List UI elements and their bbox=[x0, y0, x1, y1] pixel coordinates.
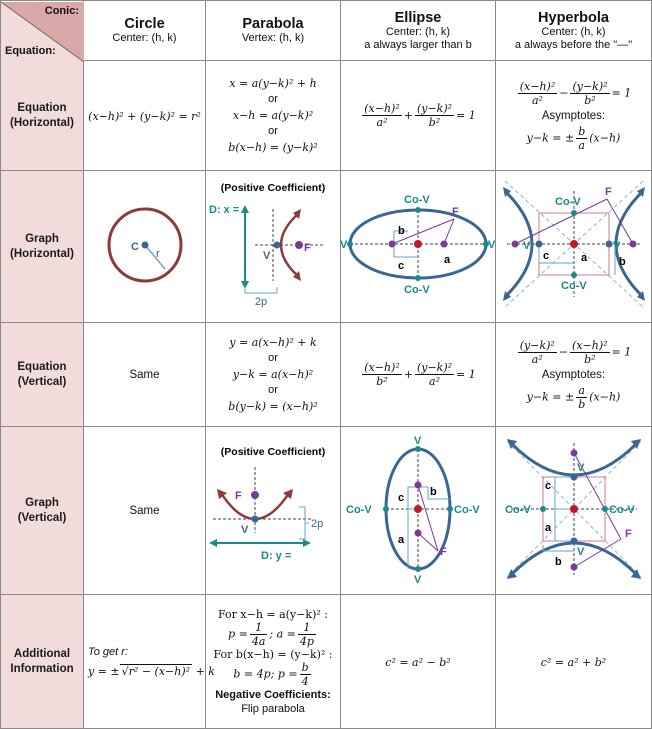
a-label: a bbox=[443, 254, 450, 266]
hyperbola-eq-horizontal: $\frac{\text{(x−h)²}}{\text{a²}}$ − $\frac{\text{(y−k)²}}{\text{b²}}$ = 1 Asymptotes: y−k = ± $\frac{b}{a}$ (x−h) bbox=[496, 61, 652, 171]
focus-label: F bbox=[303, 242, 311, 254]
parabola-graph-horizontal bbox=[206, 171, 341, 323]
circle-graph bbox=[85, 171, 205, 317]
c-label: c bbox=[542, 250, 549, 262]
parabola-graph-v bbox=[207, 427, 340, 589]
covertex-left-label: Co-V bbox=[345, 504, 372, 516]
c-label: c bbox=[397, 492, 404, 504]
vertex-bottom-label: V bbox=[576, 546, 584, 558]
a-label: a bbox=[544, 522, 551, 534]
b-label: b bbox=[618, 256, 626, 268]
corner-conic-label: Conic: bbox=[44, 4, 79, 17]
row-head-eq-vertical: Equation (Vertical) bbox=[1, 323, 84, 427]
directrix-label: D: y = bbox=[260, 550, 291, 562]
focus-label: F bbox=[234, 490, 242, 502]
a-label: a bbox=[580, 252, 587, 264]
vertex-point bbox=[251, 516, 258, 523]
vertex-left-label: V bbox=[522, 240, 530, 252]
covertex-bottom-label: Co-V bbox=[560, 280, 587, 292]
corner-equation-label: Equation: bbox=[5, 44, 56, 57]
col-head-hyperbola: Hyperbola Center: (h, k) a always before the "—" bbox=[496, 1, 652, 61]
parabola-eq-vertical: y = a(x−h)² + k or y−k = a(x−h)² or b(y−k) = (x−h)² bbox=[206, 323, 341, 427]
asymptotes-label: Asymptotes: bbox=[541, 368, 606, 381]
c-label: c bbox=[544, 480, 551, 492]
vertex-right-label: V bbox=[612, 240, 620, 252]
hyperbola-graph-h bbox=[497, 171, 651, 317]
circle-graph-horizontal bbox=[84, 171, 206, 323]
circle-additional-info: To get r: y = ± √r² − (x−h)² + k bbox=[84, 595, 206, 729]
b-label: b bbox=[429, 486, 437, 498]
covertex-right-label: Co-V bbox=[608, 504, 635, 516]
focus-label: F bbox=[451, 206, 459, 218]
hyperbola-eq-vertical: $\frac{\text{(y−k)²}}{\text{a²}}$ − $\frac{\text{(x−h)²}}{\text{b²}}$ = 1 Asymptotes: y−k = ± $\frac{a}{b}$ (x−h) bbox=[496, 323, 652, 427]
vertex-right-label: V bbox=[487, 239, 495, 251]
ellipse-eq-vertical: $\frac{\text{(x−h)²}}{\text{b²}}$ + $\frac{\text{(y−k)²}}{\text{a²}}$ = 1 bbox=[341, 323, 496, 427]
row-head-graph-horizontal: Graph (Horizontal) bbox=[1, 171, 84, 323]
vertex-point bbox=[273, 242, 280, 249]
focus-point bbox=[295, 241, 303, 249]
center-point bbox=[141, 242, 148, 249]
asymptotes-label: Asymptotes: bbox=[541, 109, 606, 122]
row-head-graph-vertical: Graph (Vertical) bbox=[1, 427, 84, 595]
covertex-left-label: Co-V bbox=[504, 504, 531, 516]
c-label: c bbox=[397, 260, 404, 272]
ellipse-graph-horizontal bbox=[341, 171, 496, 323]
col-head-circle: Circle Center: (h, k) bbox=[84, 1, 206, 61]
corner-cell bbox=[1, 1, 84, 61]
col-head-parabola: Parabola Vertex: (h, k) bbox=[206, 1, 341, 61]
hyperbola-graph-horizontal bbox=[496, 171, 652, 323]
parabola-eq-horizontal: x = a(y−k)² + h or x−h = a(y−k)² or b(x−h) = (y−k)² bbox=[206, 61, 341, 171]
focus-label: F bbox=[439, 546, 447, 558]
row-head-eq-horizontal: Equation (Horizontal) bbox=[1, 61, 84, 171]
covertex-top-label: Co-V bbox=[403, 194, 430, 206]
ellipse-graph-vertical bbox=[341, 427, 496, 595]
positive-coef-title: (Positive Coefficient) bbox=[220, 446, 325, 458]
vertex-label: V bbox=[240, 524, 248, 536]
focus-right bbox=[440, 241, 447, 248]
covertex-top-label: Co-V bbox=[554, 196, 581, 208]
focus-label: F bbox=[624, 528, 632, 540]
row-head-additional-info: Additional Information bbox=[1, 595, 84, 729]
a-label: a bbox=[397, 534, 404, 546]
parabola-graph-h bbox=[207, 171, 340, 317]
center-point bbox=[414, 240, 422, 248]
vertex-bottom-label: V bbox=[413, 574, 421, 586]
p-distance-label: 2p bbox=[254, 296, 267, 308]
focus-label: F bbox=[604, 186, 612, 198]
circle-graph-vertical: Same bbox=[84, 427, 206, 595]
b-label: b bbox=[554, 556, 562, 568]
vertex-label: V bbox=[262, 250, 270, 262]
flip-parabola-note: Flip parabola bbox=[241, 702, 305, 715]
b-label: b bbox=[397, 225, 405, 237]
focus-point bbox=[251, 491, 259, 499]
parabola-additional-info: For x−h = a(y−k)² : p = $\frac{1}{4a}$ ; a = $\frac{1}{4p}$ For b(x−h) = (y−k)² : b = 4p; p = $\frac{b}{4}$ Negative Coefficients: Flip parabola bbox=[206, 595, 341, 729]
vertex-left-label: V bbox=[339, 239, 347, 251]
directrix-label: D: x = bbox=[208, 204, 239, 216]
ellipse-graph-h bbox=[339, 171, 495, 317]
center-label: C bbox=[130, 241, 139, 253]
radius-line bbox=[145, 245, 165, 269]
positive-coef-title: (Positive Coefficient) bbox=[220, 182, 325, 194]
focus-left bbox=[388, 241, 395, 248]
radius-label: r bbox=[155, 248, 160, 260]
hyperbola-graph-v bbox=[497, 427, 651, 589]
ellipse-additional-info: c² = a² − b² bbox=[341, 595, 496, 729]
covertex-bottom-label: Co-V bbox=[403, 284, 430, 296]
vertex-top-label: V bbox=[576, 462, 584, 474]
p-distance-label: 2p bbox=[310, 518, 323, 530]
vertex-top-label: V bbox=[413, 435, 421, 447]
col-head-ellipse: Ellipse Center: (h, k) a always larger than b bbox=[341, 1, 496, 61]
hyperbola-graph-vertical bbox=[496, 427, 652, 595]
ellipse-eq-horizontal: $\frac{\text{(x−h)²}}{\text{a²}}$ + $\frac{\text{(y−k)²}}{\text{b²}}$ = 1 bbox=[341, 61, 496, 171]
circle-eq-vertical: Same bbox=[84, 323, 206, 427]
hyperbola-additional-info: c² = a² + b² bbox=[496, 595, 652, 729]
covertex-right-label: Co-V bbox=[453, 504, 480, 516]
circle-eq-horizontal: (x−h)² + (y−k)² = r² bbox=[84, 61, 206, 171]
negative-coefficients-note: Negative Coefficients: bbox=[215, 688, 331, 701]
parabola-graph-vertical bbox=[206, 427, 341, 595]
ellipse-graph-v bbox=[342, 427, 495, 589]
